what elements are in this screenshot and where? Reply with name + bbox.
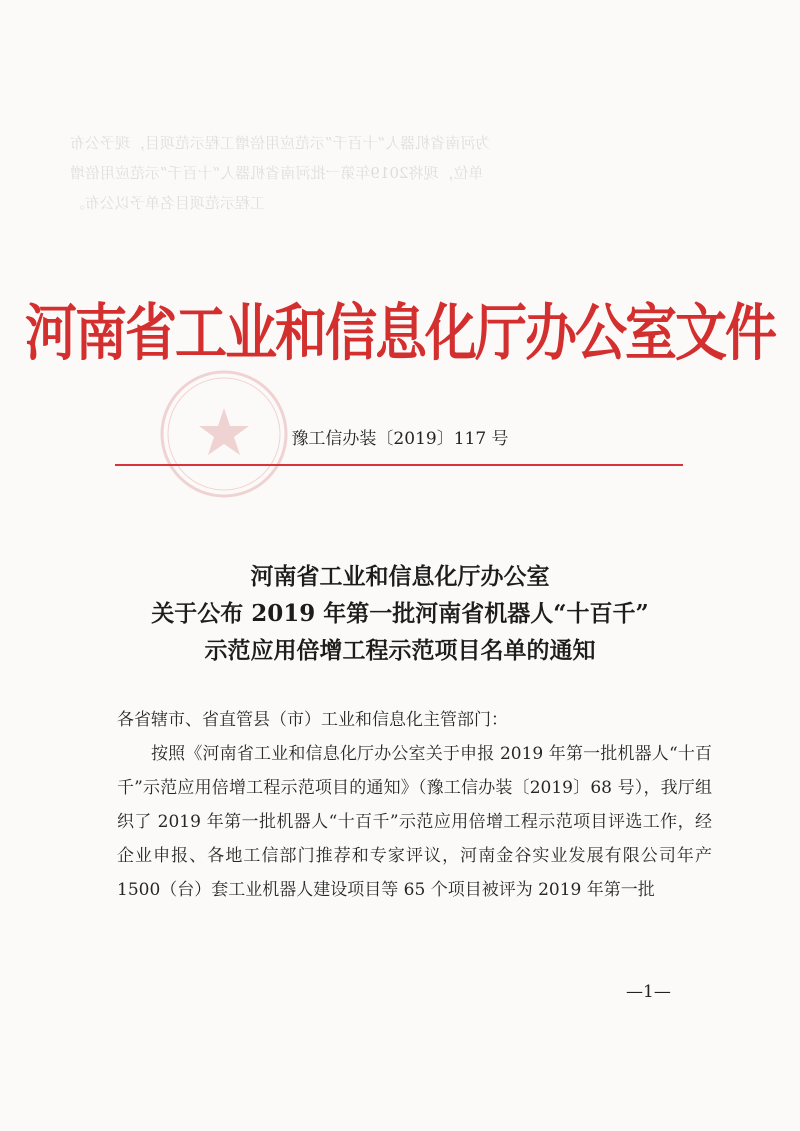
bleed-through-line: 工程示范项目名单予以公布。: [70, 194, 266, 212]
body-paragraph: 按照《河南省工业和信息化厅办公室关于申报 2019 年第一批机器人“十百千”示范应用倍增工程示范项目的通知》（豫工信办装〔2019〕68 号），我厅组织了 2019 年第一批机器人“十百千”示范应用倍增工程示范项目评选工作，经企业申报、各地工信部门推荐和专家评议，河南金谷实业发展有限公司年产 1500（台）套工业机器人建设项目等 65 个项目被评为 2019 年第一批: [117, 744, 712, 900]
salutation: 各省辖市、省直管县（市）工业和信息化主管部门：: [117, 710, 508, 730]
bleed-through-line: 单位，现将2019年第一批河南省机器人“十百千”示范应用倍增: [70, 164, 484, 182]
title-line: 示范应用倍增工程示范项目名单的通知: [204, 637, 596, 664]
document-number: 豫工信办装〔2019〕117 号: [291, 429, 509, 449]
notice-title: [0, 558, 800, 669]
title-line: 关于公布 2019 年第一批河南省机器人“十百千”: [151, 600, 649, 627]
title-line: 河南省工业和信息化厅办公室: [250, 563, 550, 590]
document-masthead: 河南省工业和信息化厅办公室文件: [24, 297, 775, 370]
page-number: —1—: [626, 982, 671, 1002]
masthead-divider: [115, 464, 683, 466]
notice-body: [117, 703, 712, 907]
bleed-through-line: 为河南省机器人“十百千”示范应用倍增工程示范项目，现予公布: [70, 134, 491, 152]
bleed-through-text: [70, 128, 730, 218]
